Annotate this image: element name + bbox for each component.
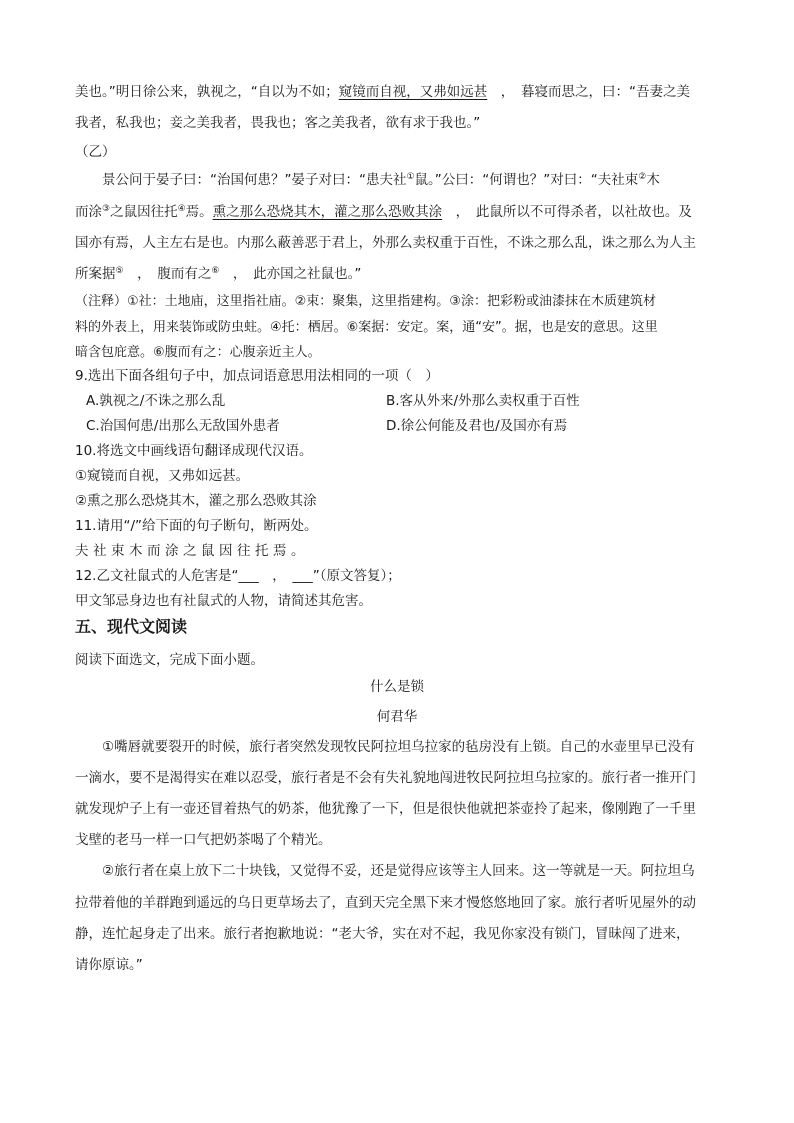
text: ， 腹而有之 bbox=[123, 266, 212, 282]
footnote-mark: ⑤ bbox=[115, 266, 124, 276]
article-p2-line-4: 请你原谅。” bbox=[75, 957, 143, 973]
article-p1-line-1: ①嘴唇就要裂开的时候，旅行者突然发现牧民阿拉坦乌拉家的毡房没有上锁。自己的水壶里早已没有 bbox=[102, 739, 695, 755]
article-p1-line-2: 一滴水，要不是渴得实在难以忍受，旅行者是不会有失礼貌地闯进牧民阿拉坦乌拉家的。旅行者一推开门 bbox=[75, 770, 696, 786]
q10-sentence-1: ①窥镜而自视，又弗如远甚。 bbox=[75, 468, 250, 484]
article-author: 何君华 bbox=[376, 709, 418, 725]
article-p2-line-3: 静，连忙起身走了出来。旅行者抱歉地说：“老大爷，实在对不起，我见你家没有锁门，冒昧闯了进来， bbox=[75, 926, 690, 942]
reading-instruction: 阅读下面选文，完成下面小题。 bbox=[75, 652, 264, 668]
footnote-mark: ④ bbox=[177, 204, 186, 214]
question-9-stem: 9.选出下面各组句子中，加点词语意思用法相同的一项（ ） bbox=[75, 368, 439, 384]
text: 而涂 bbox=[75, 204, 102, 220]
section-label-yi: （乙） bbox=[75, 144, 116, 160]
text: 鼠。”公曰：“何谓也？”对曰：“夫社束 bbox=[414, 172, 639, 188]
question-11-stem: 11.请用“/”给下面的句子断句，断两处。 bbox=[75, 518, 318, 534]
question-10-stem: 10.将选文中画线语句翻译成现代汉语。 bbox=[75, 443, 313, 459]
q10-sentence-2: ②熏之那么恐烧其木，灌之那么恐败其涂 bbox=[75, 493, 317, 509]
underlined-sentence: 窥镜而自视，又弗如远甚 bbox=[338, 84, 488, 100]
notes-line-2: 料的外表上，用来装饰或防虫蛀。④托：栖居。⑥案据：安定。案，通“安”。据，也是安的意思。这里 bbox=[75, 320, 658, 335]
text: ， 此鼠所以不可得杀者，以社故也。及 bbox=[442, 204, 692, 220]
footnote-mark: ③ bbox=[102, 204, 111, 214]
text: 美也。”明日徐公来，孰视之，“自以为不如； bbox=[75, 84, 339, 100]
q9-option-d: D.徐公何能及君也/及国亦有焉 bbox=[386, 418, 568, 434]
q11-sentence: 夫社束木而涂之鼠因往托焉。 bbox=[75, 543, 309, 559]
article-p2-line-2: 拉带着他的羊群跑到遥远的乌日更草场去了，直到天完全黑下来才慢悠悠地回了家。旅行者听见屋外的动 bbox=[75, 895, 696, 911]
q9-option-a: A.孰视之/不诛之那么乱 bbox=[86, 393, 226, 409]
article-p2-line-1: ②旅行者在桌上放下二十块钱，又觉得不妥，还是觉得应该等主人回来。这一等就是一天。阿拉坦乌 bbox=[102, 863, 695, 879]
article-p1-line-4: 戈壁的老马一样一口气把奶茶喝了个精光。 bbox=[75, 832, 332, 848]
jia-line-2: 我者，私我也；妾之美我者，畏我也；客之美我者，欲有求于我也。” bbox=[75, 115, 481, 131]
article-title: 什么是锁 bbox=[370, 679, 424, 695]
notes-line-3: 暗含包庇意。⑥腹而有之：心腹亲近主人。 bbox=[75, 345, 321, 360]
jia-line-1 bbox=[75, 82, 725, 102]
text: 之鼠因往托 bbox=[110, 204, 178, 220]
yi-line-2 bbox=[75, 202, 725, 222]
text: 木 bbox=[646, 172, 660, 188]
yi-line-3: 国亦有焉，人主左右是也。内那么蔽善恶于君上，外那么卖权重于百性，不诛之那么乱，诛之那么为人主 bbox=[75, 235, 696, 251]
notes-line-1: （注释）①社：土地庙，这里指社庙。②束：聚集，这里指建构。③涂：把彩粉或油漆抹在木质建筑材 bbox=[75, 294, 656, 309]
text: 焉。 bbox=[185, 204, 213, 220]
article-p1-line-3: 就发现炉子上有一壶还冒着热气的奶茶，他犹豫了一下，但是很快他就把茶壶拎了起来，像刚跑了一千里 bbox=[75, 801, 696, 817]
q9-option-c: C.治国何患/出那么无敌国外患者 bbox=[86, 418, 280, 434]
yi-line-4 bbox=[75, 264, 725, 284]
underlined-sentence: 熏之那么恐烧其木，灌之那么恐败其涂 bbox=[212, 204, 443, 220]
text: 所案据 bbox=[75, 266, 116, 282]
question-12-line-1: 12.乙文社鼠式的人危害是“___ ， ___”（原文答复）； bbox=[75, 568, 401, 584]
question-12-line-2: 甲文邹忌身边也有社鼠式的人物，请简述其危害。 bbox=[75, 593, 372, 609]
text: ， 此亦国之社鼠也。” bbox=[219, 266, 362, 282]
text: ， 暮寝而思之，曰：“吾妻之美 bbox=[487, 84, 690, 100]
footnote-mark: ⑥ bbox=[211, 266, 220, 276]
text: 景公问于晏子曰：“治国何患？”晏子对曰：“患夫社 bbox=[102, 172, 407, 188]
footnote-mark: ② bbox=[638, 172, 647, 182]
yi-line-1 bbox=[102, 170, 726, 190]
footnote-mark: ① bbox=[406, 172, 415, 182]
q9-option-b: B.客从外来/外那么卖权重于百性 bbox=[386, 393, 580, 409]
section-heading: 五、现代文阅读 bbox=[75, 617, 188, 636]
